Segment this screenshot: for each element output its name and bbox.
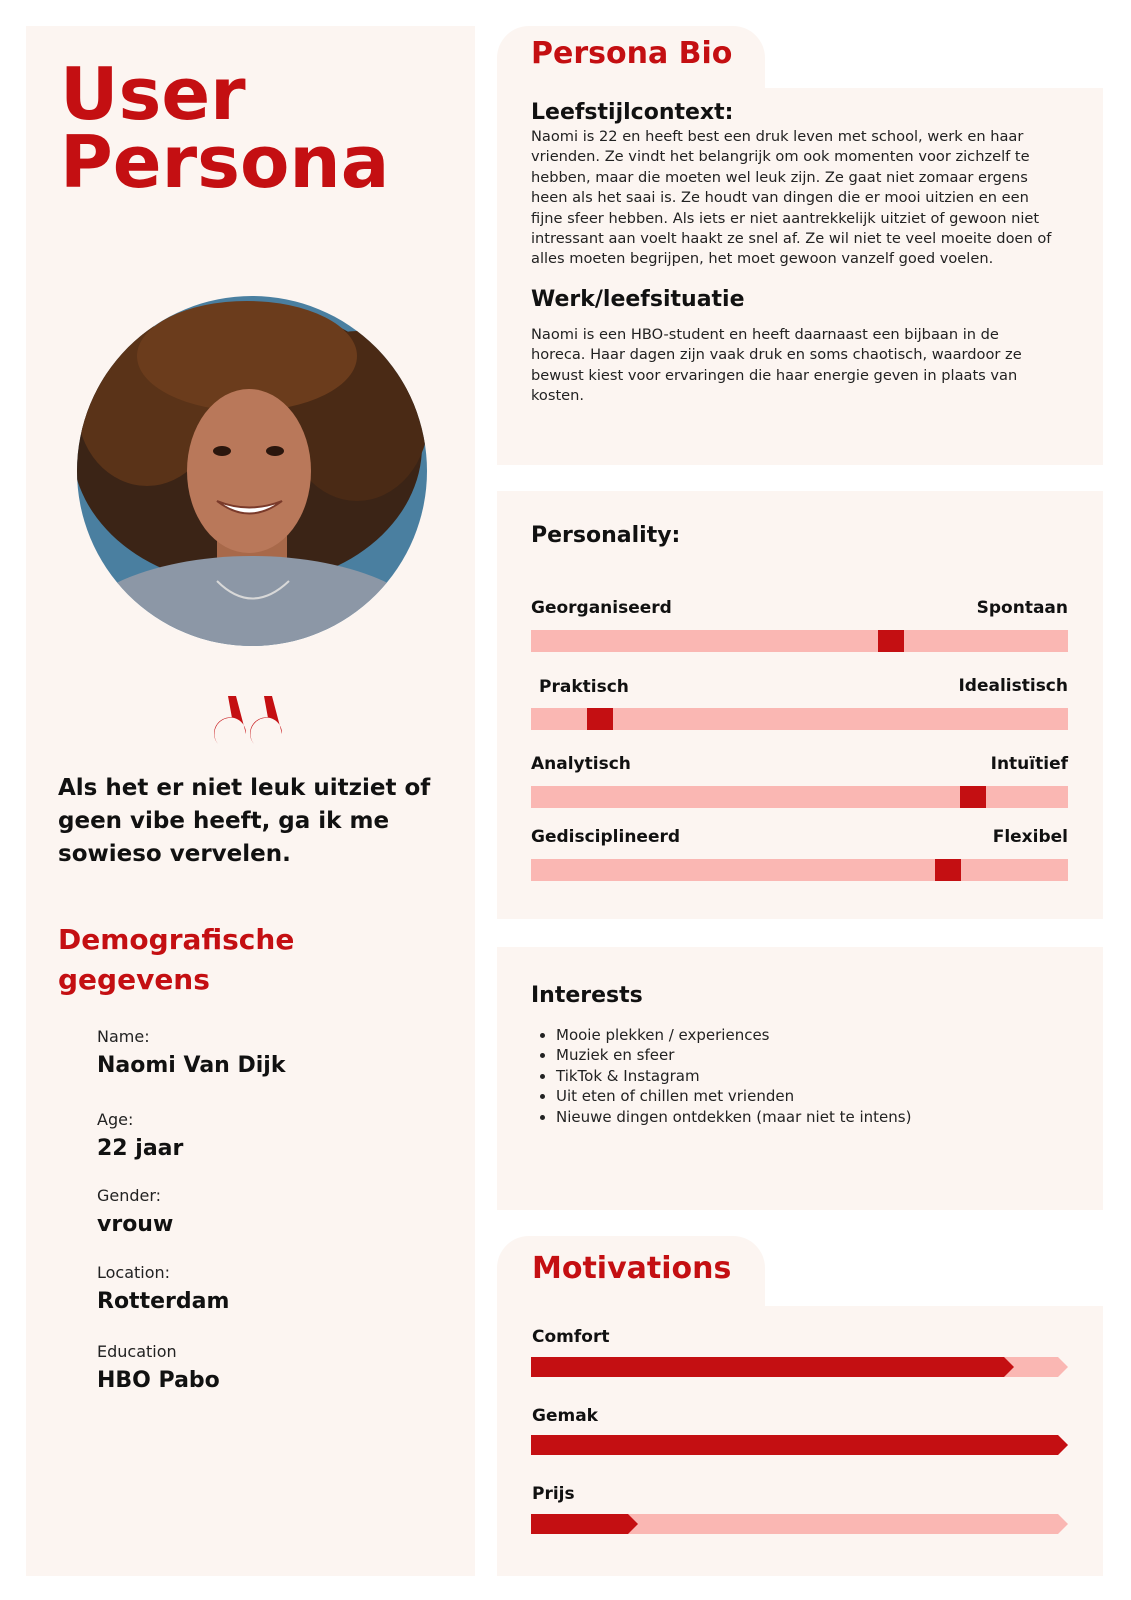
trait-left-label: Gedisciplineerd bbox=[531, 827, 681, 847]
work-line: kosten. bbox=[531, 387, 585, 405]
persona-quote: Als het er niet leuk uitziet of geen vibe heeft, ga ik me sowieso vervelen. bbox=[58, 775, 431, 867]
list-item: • Nieuwe dingen ontdekken (maar niet te intens) bbox=[556, 1107, 911, 1127]
work-heading: Werk/leefsituatie bbox=[531, 287, 745, 312]
trait-right-label: Spontaan bbox=[976, 598, 1068, 618]
interests-title: Interests bbox=[531, 983, 643, 1008]
trait-slider-track bbox=[531, 859, 1068, 881]
education-value: HBO Pabo bbox=[97, 1368, 220, 1393]
work-line: bewust kiest voor ervaringen die haar energie geven in plaats van bbox=[531, 366, 1018, 384]
name-label: Name: bbox=[97, 1027, 150, 1046]
page-title-line2: Persona bbox=[60, 120, 390, 204]
trait-slider-track bbox=[531, 708, 1068, 730]
motivation-label: Prijs bbox=[532, 1484, 575, 1504]
trait-slider-marker bbox=[935, 859, 961, 881]
trait-left-label: Georganiseerd bbox=[531, 598, 672, 618]
name-value: Naomi Van Dijk bbox=[97, 1053, 286, 1078]
location-label: Location: bbox=[97, 1263, 171, 1282]
list-item: • Mooie plekken / experiences bbox=[556, 1025, 911, 1045]
trait-left-label: Analytisch bbox=[531, 754, 631, 774]
trait-slider-track bbox=[531, 786, 1068, 808]
persona-portrait-illustration bbox=[77, 296, 427, 646]
location-value: Rotterdam bbox=[97, 1289, 230, 1314]
interests-list bbox=[530, 1025, 911, 1127]
trait-right-label: Idealistisch bbox=[958, 676, 1068, 696]
motivation-label: Comfort bbox=[532, 1327, 610, 1347]
motivation-bar-fill bbox=[531, 1357, 1014, 1377]
list-item: • TikTok & Instagram bbox=[556, 1066, 911, 1086]
motivations-title: Motivations bbox=[532, 1251, 732, 1286]
page-title-line1: User bbox=[60, 52, 246, 136]
list-item: • Muziek en sfeer bbox=[556, 1045, 911, 1065]
personality-card bbox=[497, 491, 1103, 919]
trait-slider-track bbox=[531, 630, 1068, 652]
quote-icon bbox=[214, 692, 286, 752]
persona-photo bbox=[77, 296, 427, 646]
lifestyle-heading: Leefstijlcontext: bbox=[531, 100, 734, 125]
page-title bbox=[60, 52, 390, 204]
lifestyle-line: heen als het saai is. Ze houdt van dingen die er mooi uitzien en een bbox=[531, 189, 1029, 207]
motivation-bar-fill bbox=[531, 1435, 1068, 1455]
demographics-title: Demografische gegevens bbox=[58, 923, 295, 996]
trait-slider-marker bbox=[878, 630, 904, 652]
motivation-label: Gemak bbox=[532, 1406, 598, 1426]
motivation-bar bbox=[531, 1435, 1068, 1455]
motivation-bar bbox=[531, 1357, 1068, 1377]
work-line: horeca. Haar dagen zijn vaak druk en soms chaotisch, waardoor ze bbox=[531, 346, 1022, 364]
trait-left-label: Praktisch bbox=[539, 677, 629, 697]
age-label: Age: bbox=[97, 1110, 134, 1129]
lifestyle-line: Naomi is 22 en heeft best een druk leven met school, werk en haar bbox=[531, 128, 1024, 145]
lifestyle-line: fijne sfeer hebben. Als iets er niet aantrekkelijk uitziet of gewoon niet bbox=[531, 209, 1040, 227]
gender-value: vrouw bbox=[97, 1212, 174, 1237]
list-item: • Uit eten of chillen met vrienden bbox=[556, 1086, 911, 1106]
motivation-bar bbox=[531, 1514, 1068, 1534]
trait-right-label: Intuïtief bbox=[990, 754, 1068, 774]
lifestyle-line: vrienden. Ze vindt het belangrijk om ook momenten voor zichzelf te bbox=[531, 148, 1030, 166]
bio-title: Persona Bio bbox=[531, 36, 733, 71]
trait-right-label: Flexibel bbox=[992, 827, 1068, 847]
personality-title: Personality: bbox=[531, 523, 681, 548]
trait-slider-marker bbox=[960, 786, 986, 808]
work-line: Naomi is een HBO-student en heeft daarnaast een bijbaan in de bbox=[531, 326, 999, 343]
age-value: 22 jaar bbox=[97, 1136, 184, 1161]
lifestyle-text bbox=[531, 127, 1051, 270]
lifestyle-line: hebben, maar die moeten wel leuk zijn. Ze gaat niet zomaar ergens bbox=[531, 168, 1028, 186]
trait-slider-marker bbox=[587, 708, 613, 730]
gender-label: Gender: bbox=[97, 1186, 162, 1205]
lifestyle-line: alles moeten begrijpen, het moet gewoon vanzelf goed voelen. bbox=[531, 250, 994, 268]
work-text bbox=[531, 325, 1022, 407]
motivation-bar-fill bbox=[531, 1514, 638, 1534]
lifestyle-line: intressant aan voelt haakt ze snel af. Ze wil niet te veel moeite doen of bbox=[531, 230, 1052, 248]
education-label: Education bbox=[97, 1342, 177, 1361]
